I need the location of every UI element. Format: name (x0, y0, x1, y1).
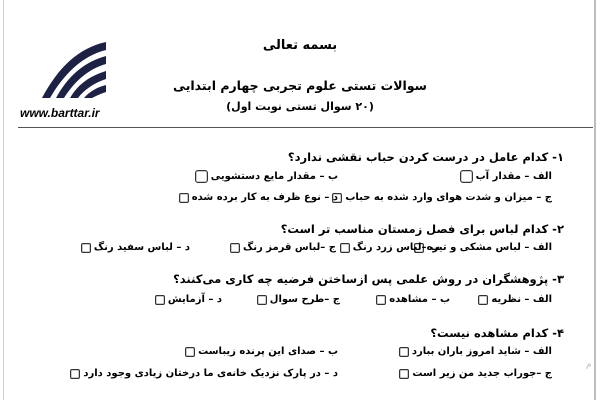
question-1-option-c[interactable] (332, 192, 552, 203)
question-4-option-b[interactable] (185, 346, 338, 357)
question-2-option-c[interactable] (230, 242, 336, 253)
website-url: www.barttar.ir (20, 106, 100, 120)
question-4-option-a[interactable] (399, 346, 552, 357)
checkbox-icon[interactable] (399, 369, 409, 379)
question-3-option-b[interactable] (376, 294, 450, 305)
option-label: ج –جوراب جدید من زیر است (412, 368, 552, 379)
question-3-option-d[interactable] (155, 294, 222, 305)
option-label: د – آزمایش (167, 294, 222, 305)
question-3-option-a[interactable] (478, 294, 552, 305)
option-label: الف – نظریه (491, 294, 552, 305)
question-3-text: ۳- پژوهشگران در روش علمی پس ازساختن فرضیه چه کاری می‌کنند؟ (173, 272, 564, 286)
question-3-option-c[interactable] (257, 294, 340, 305)
page-title: بسمه تعالی (262, 38, 338, 53)
worksheet-note: (۲۰ سوال تستی نوبت اول) (226, 100, 374, 113)
question-1-option-b[interactable] (195, 170, 338, 183)
option-label: د – لباس سفید رنگ (93, 242, 190, 253)
checkbox-icon[interactable] (195, 170, 208, 183)
question-4-option-d[interactable] (70, 368, 338, 379)
question-1-text: ۱- کدام عامل در درست کردن حباب نقشی ندارد؟ (287, 150, 564, 164)
option-label: د – در پارک نزدیک خانه‌ی ما درختان زیادی وجود دارد (83, 368, 338, 379)
checkbox-icon[interactable] (185, 347, 195, 357)
question-4-text: ۴- کدام مشاهده نیست؟ (430, 326, 564, 340)
question-1-option-d[interactable] (179, 192, 338, 203)
option-label: ج –لباس قرمز رنگ (243, 242, 336, 253)
option-label: ج – میزان و شدت هوای وارد شده به حباب (345, 192, 552, 203)
checkbox-icon[interactable] (460, 170, 473, 183)
option-label: ب – مشاهده (389, 294, 450, 305)
checkbox-icon[interactable] (340, 243, 350, 253)
question-1-option-a[interactable] (460, 170, 552, 183)
header-divider (18, 127, 593, 128)
page-right-edge (594, 0, 596, 400)
option-label: ب –لباس زرد رنگ (352, 242, 440, 253)
question-2-option-d[interactable] (81, 242, 190, 253)
page-left-edge (3, 0, 4, 400)
option-label: الف – شاید امروز باران ببارد (411, 346, 552, 357)
checkbox-icon[interactable] (478, 295, 488, 305)
checkbox-icon[interactable] (70, 369, 80, 379)
option-label: د – نوع ظرف به کار برده شده (191, 192, 338, 203)
checkbox-icon[interactable] (399, 347, 409, 357)
checkbox-icon[interactable] (376, 295, 386, 305)
question-2-text: ۲- کدام لباس برای فصل زمستان مناسب تر است؟ (280, 222, 564, 236)
option-label: الف – لباس مشکی و تیره (426, 242, 552, 253)
option-label: ب – مقدار مایع دستشویی (210, 171, 338, 182)
option-label: ج –طرح سوال (269, 294, 340, 305)
question-4-option-c[interactable] (399, 368, 552, 379)
checkbox-icon[interactable] (179, 193, 189, 203)
option-label: الف – مقدار آب (475, 171, 552, 182)
watermark-text: م (586, 360, 592, 370)
barttar-logo-icon (38, 38, 108, 100)
checkbox-icon[interactable] (155, 295, 165, 305)
question-2-option-b[interactable] (340, 242, 440, 253)
checkbox-icon[interactable] (257, 295, 267, 305)
worksheet-subtitle: سوالات تستی علوم تجربی چهارم ابتدایی (173, 78, 427, 93)
checkbox-icon[interactable] (81, 243, 91, 253)
checkbox-icon[interactable] (230, 243, 240, 253)
option-label: ب – صدای این پرنده زیباست (198, 346, 338, 357)
